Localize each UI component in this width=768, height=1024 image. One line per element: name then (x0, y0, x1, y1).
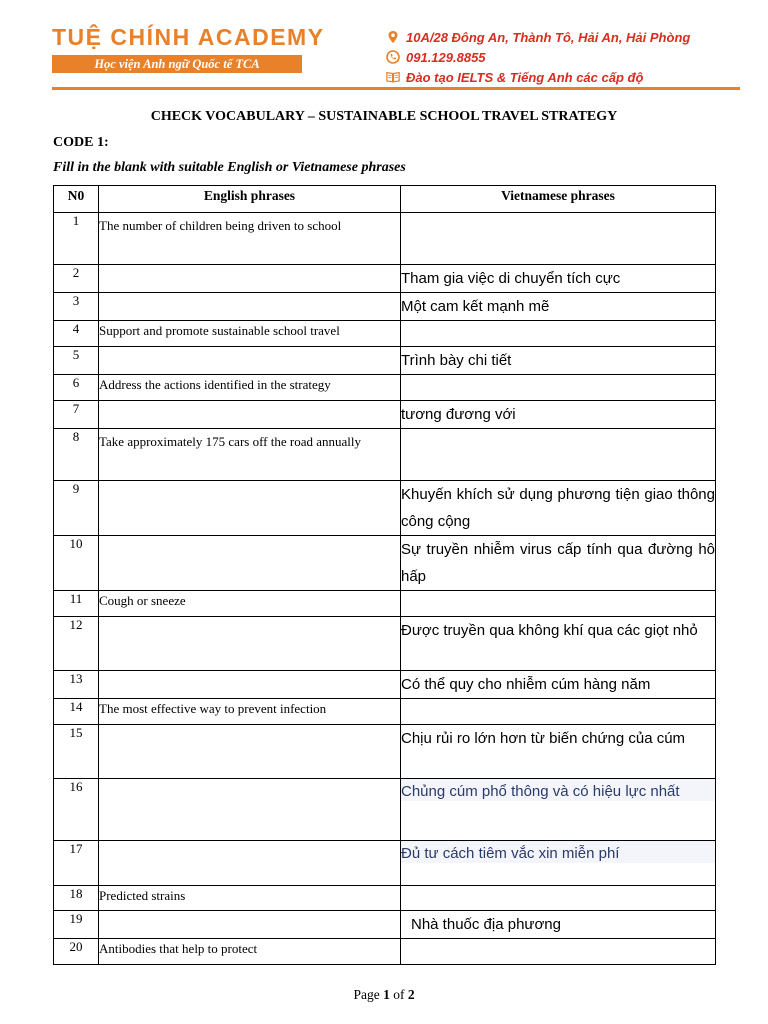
table-row (54, 213, 716, 265)
table-row (54, 375, 716, 401)
english-cell[interactable] (99, 293, 401, 321)
english-cell[interactable] (99, 536, 401, 591)
table-row (54, 429, 716, 481)
vietnamese-cell[interactable] (401, 699, 716, 725)
english-cell[interactable]: Support and promote sustainable school travel (99, 321, 401, 347)
table-header-row (54, 186, 716, 213)
vietnamese-cell[interactable]: Khuyến khích sử dụng phương tiện giao thông công cộng (401, 481, 716, 536)
header-divider (52, 87, 740, 90)
book-icon (386, 70, 400, 84)
vietnamese-cell[interactable]: Nhà thuốc địa phương (401, 911, 716, 939)
table-row (54, 536, 716, 591)
row-number: 2 (54, 265, 99, 293)
table-row (54, 617, 716, 671)
page-total: 2 (407, 987, 415, 1002)
highlighted-text: Chủng cúm phổ thông và có hiệu lực nhất (401, 779, 715, 801)
vietnamese-cell[interactable]: Trình bày chi tiết (401, 347, 716, 375)
header-no: N0 (54, 186, 99, 213)
row-number: 7 (54, 401, 99, 429)
english-cell[interactable] (99, 617, 401, 671)
table-row (54, 481, 716, 536)
academy-subtitle: Học viện Anh ngữ Quốc tế TCA (52, 55, 302, 73)
english-cell[interactable]: Antibodies that help to protect (99, 939, 401, 965)
header-english: English phrases (99, 186, 401, 213)
vietnamese-cell[interactable] (401, 591, 716, 617)
address-text: 10A/28 Đông An, Thành Tô, Hải An, Hải Phòng (406, 29, 691, 45)
row-number: 1 (54, 213, 99, 265)
page-footer (0, 987, 768, 1003)
row-number: 20 (54, 939, 99, 965)
row-number: 18 (54, 886, 99, 911)
row-number: 12 (54, 617, 99, 671)
contact-phone (386, 47, 690, 67)
vocabulary-table (53, 185, 716, 965)
vietnamese-cell[interactable]: tương đương với (401, 401, 716, 429)
row-number: 16 (54, 779, 99, 841)
vietnamese-cell[interactable]: Được truyền qua không khí qua các giọt nhỏ (401, 617, 716, 671)
english-cell[interactable]: The number of children being driven to school (99, 213, 401, 265)
english-cell[interactable] (99, 347, 401, 375)
row-number: 10 (54, 536, 99, 591)
table-row (54, 886, 716, 911)
table-row (54, 841, 716, 886)
table-row (54, 911, 716, 939)
english-cell[interactable] (99, 671, 401, 699)
vietnamese-cell[interactable]: Tham gia việc di chuyển tích cực (401, 265, 716, 293)
row-number: 14 (54, 699, 99, 725)
table-row (54, 699, 716, 725)
table-row (54, 671, 716, 699)
contact-address (386, 27, 690, 47)
row-number: 3 (54, 293, 99, 321)
vietnamese-cell[interactable] (401, 841, 716, 886)
row-number: 9 (54, 481, 99, 536)
english-cell[interactable] (99, 779, 401, 841)
contact-slogan (386, 67, 690, 87)
code-label: CODE 1: (53, 135, 109, 150)
row-number: 19 (54, 911, 99, 939)
row-number: 11 (54, 591, 99, 617)
english-cell[interactable] (99, 265, 401, 293)
vietnamese-cell[interactable] (401, 321, 716, 347)
vietnamese-cell[interactable] (401, 886, 716, 911)
english-cell[interactable]: The most effective way to prevent infection (99, 699, 401, 725)
english-cell[interactable]: Predicted strains (99, 886, 401, 911)
table-row (54, 779, 716, 841)
row-number: 17 (54, 841, 99, 886)
contact-info (386, 27, 690, 87)
english-cell[interactable] (99, 401, 401, 429)
highlighted-text: Đủ tư cách tiêm vắc xin miễn phí (401, 841, 715, 863)
row-number: 5 (54, 347, 99, 375)
academy-name: TUỆ CHÍNH ACADEMY (52, 24, 325, 50)
table-row (54, 725, 716, 779)
row-number: 6 (54, 375, 99, 401)
vietnamese-cell[interactable] (401, 375, 716, 401)
vietnamese-cell[interactable] (401, 429, 716, 481)
row-number: 13 (54, 671, 99, 699)
phone-icon (386, 50, 400, 64)
page-prefix: Page (353, 987, 380, 1002)
page-current: 1 (383, 987, 390, 1002)
table-row (54, 939, 716, 965)
english-cell[interactable] (99, 911, 401, 939)
table-row (54, 591, 716, 617)
english-cell[interactable]: Address the actions identified in the strategy (99, 375, 401, 401)
header-vietnamese: Vietnamese phrases (401, 186, 716, 213)
english-cell[interactable]: Cough or sneeze (99, 591, 401, 617)
vietnamese-cell[interactable] (401, 213, 716, 265)
slogan-text: Đào tạo IELTS & Tiếng Anh các cấp độ (406, 69, 644, 85)
document-title: CHECK VOCABULARY – SUSTAINABLE SCHOOL TRAVEL STRATEGY (150, 109, 618, 124)
vietnamese-cell[interactable]: Một cam kết mạnh mẽ (401, 293, 716, 321)
english-cell[interactable]: Take approximately 175 cars off the road annually (99, 429, 401, 481)
page-of: of (393, 987, 405, 1002)
vietnamese-cell[interactable]: Có thể quy cho nhiễm cúm hàng năm (401, 671, 716, 699)
location-pin-icon (386, 30, 400, 44)
table-row (54, 321, 716, 347)
table-row (54, 265, 716, 293)
instruction-text: Fill in the blank with suitable English or Vietnamese phrases (53, 160, 406, 175)
english-cell[interactable] (99, 841, 401, 886)
vietnamese-cell[interactable]: Sự truyền nhiễm virus cấp tính qua đường hô hấp (401, 536, 716, 591)
english-cell[interactable] (99, 481, 401, 536)
table-row (54, 401, 716, 429)
vietnamese-cell[interactable] (401, 779, 716, 841)
row-number: 15 (54, 725, 99, 779)
page-header (0, 0, 768, 92)
english-cell[interactable] (99, 725, 401, 779)
row-number: 4 (54, 321, 99, 347)
table-row (54, 293, 716, 321)
phone-text: 091.129.8855 (406, 49, 486, 65)
row-number: 8 (54, 429, 99, 481)
table-row (54, 347, 716, 375)
vietnamese-cell[interactable]: Chịu rủi ro lớn hơn từ biến chứng của cúm (401, 725, 716, 779)
vietnamese-cell[interactable] (401, 939, 716, 965)
